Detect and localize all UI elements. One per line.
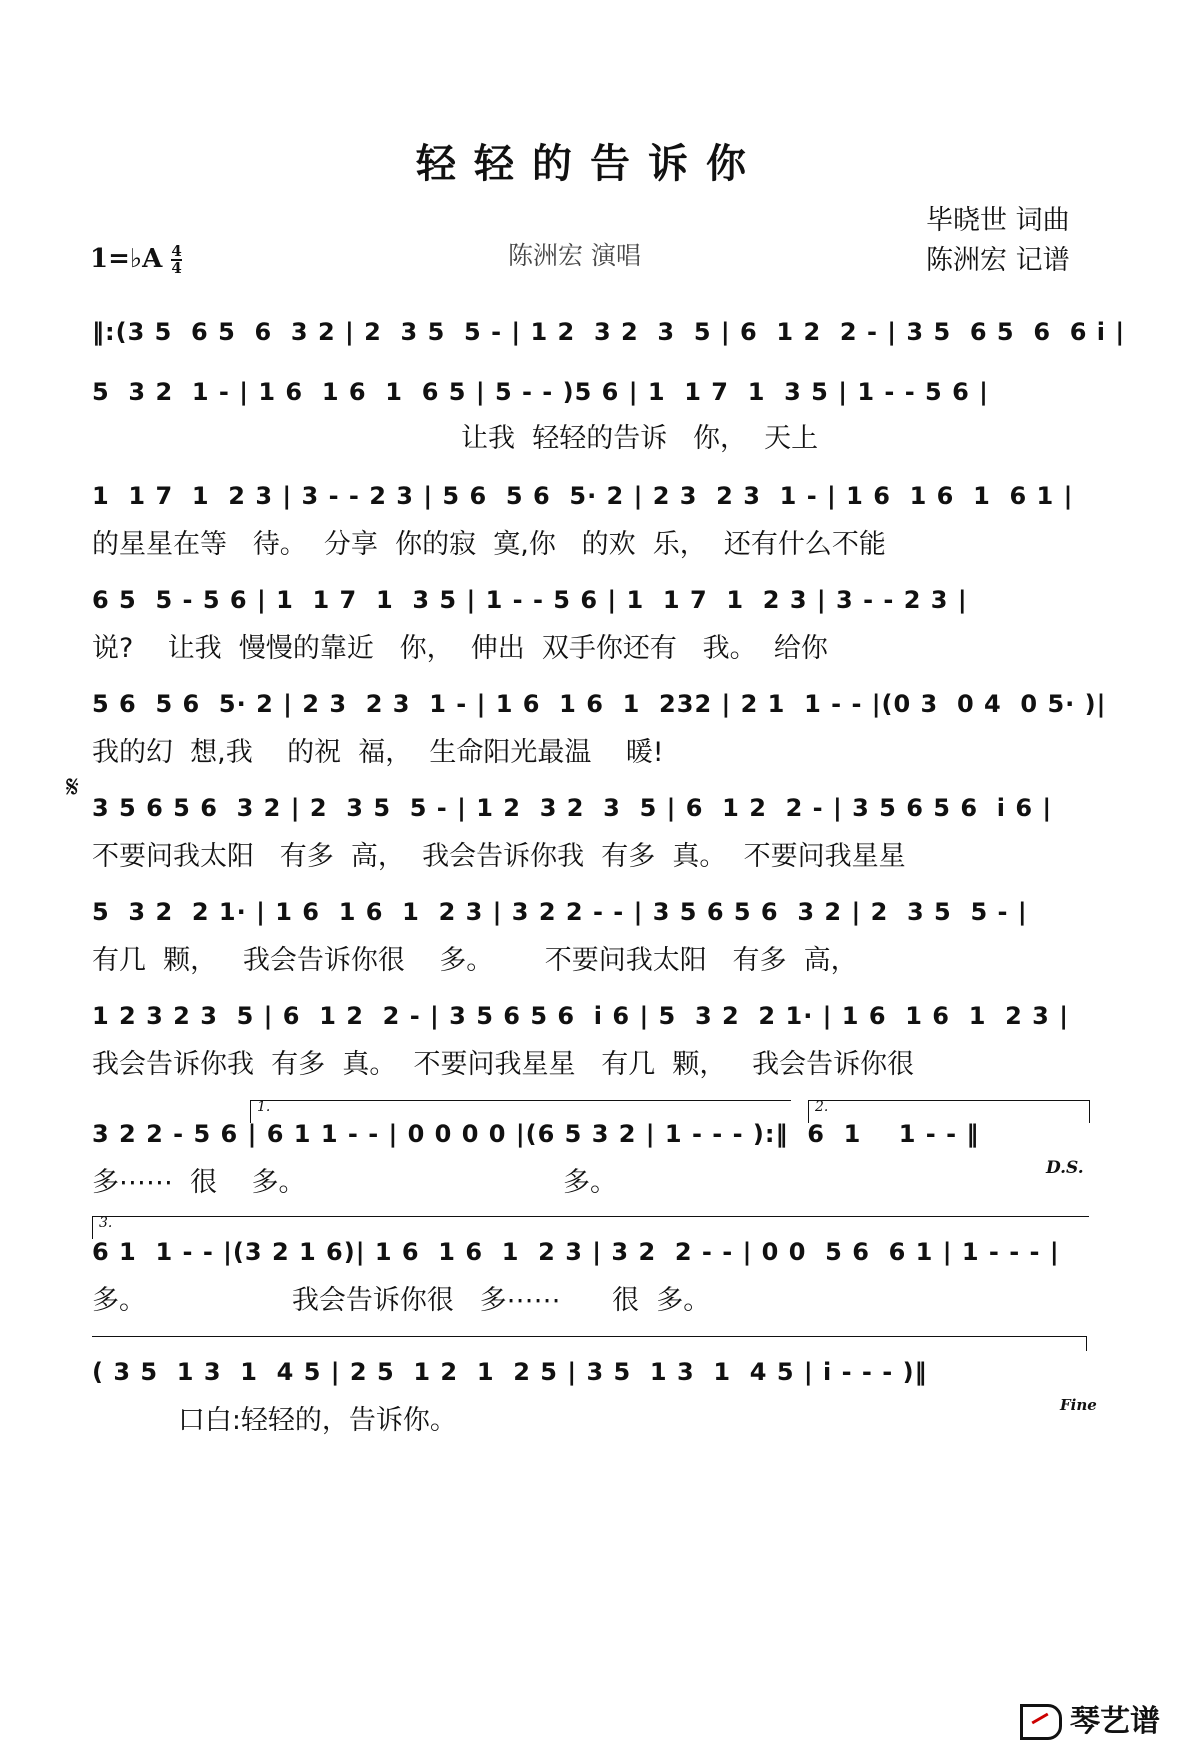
ds-mark: D.S. [1046, 1158, 1084, 1178]
key-signature [90, 244, 182, 276]
lyricist-composer: 毕晓世 词曲 [926, 205, 1070, 236]
lyrics-line: 不要问我太阳 有多 高， 我会告诉你我 有多 真。 不要问我星星 [92, 841, 906, 872]
fine-mark: Fine [1060, 1396, 1097, 1414]
notes-line: 6 5 5 - 5 6 | 1 1 7 1 3 5 | 1 - - 5 6 | 1 1 7 1 2 3 | 3 - - 2 3 | [92, 586, 968, 614]
lyrics-line: 让我 轻轻的告诉 你， 天上 [92, 423, 819, 454]
notes-line: 5 6 5 6 5· 2 | 2 3 2 3 1 - | 1 6 1 6 1 232 | 2 1 1 - - |(0 3 0 4 0 5· )| [92, 690, 1107, 718]
song-title: 轻轻的告诉你 [416, 140, 764, 187]
singer: 陈洲宏 演唱 [508, 241, 641, 270]
lyrics-line: 有几 颗， 我会告诉你很 多。 不要问我太阳 有多 高， [92, 945, 858, 976]
lyrics-line: 我的幻 想,我 的祝 福， 生命阳光最温 暖! [92, 737, 664, 768]
volta-3-label: 3. [99, 1215, 113, 1231]
notes-line: 6 1 1 - - |(3 2 1 6)| 1 6 1 6 1 2 3 | 3 2 2 - - | 0 0 5 6 6 1 | 1 - - - | [92, 1238, 1060, 1266]
lyrics-line: 口白:轻轻的，告诉你。 [92, 1405, 457, 1436]
key-label: 1=♭A [90, 244, 163, 274]
lyrics-line: 多⋯⋯ 很 多。 多。 [92, 1167, 617, 1198]
lyrics-line: 说? 让我 慢慢的靠近 你， 伸出 双手你还有 我。 给你 [92, 633, 828, 664]
logo-text: 琴艺谱 [1070, 1703, 1160, 1739]
time-bottom: 4 [171, 259, 182, 277]
notes-line: 3 2 2 - 5 6 | 6 1 1 - - | 0 0 0 0 |(6 5 3 2 | 1 - - - ):‖ 6 1 1 - - ‖ [92, 1120, 980, 1148]
notes-line: 3 5 6 5 6 3 2 | 2 3 5 5 - | 1 2 3 2 3 5 | 6 1 2 2 - | 3 5 6 5 6 i 6 | [92, 794, 1053, 822]
volta-1-label: 1. [257, 1099, 271, 1115]
lyrics-line: 我会告诉你我 有多 真。 不要问我星星 有几 颗， 我会告诉你很 [92, 1049, 915, 1080]
notes-line: ( 3 5 1 3 1 4 5 | 2 5 1 2 1 2 5 | 3 5 1 3 1 4 5 | i - - - )‖ [92, 1358, 928, 1386]
notes-line: 1 2 3 2 3 5 | 6 1 2 2 - | 3 5 6 5 6 i 6 | 5 3 2 2 1· | 1 6 1 6 1 2 3 | [92, 1002, 1069, 1030]
site-logo [1020, 1696, 1160, 1741]
notes-line: 1 1 7 1 2 3 | 3 - - 2 3 | 5 6 5 6 5· 2 | 2 3 2 3 1 - | 1 6 1 6 1 6 1 | [92, 482, 1074, 510]
volta-2-label: 2. [815, 1099, 829, 1115]
volta-bracket-3 [92, 1216, 1089, 1239]
lyrics-line: 多。 我会告诉你很 多⋯⋯ 很 多。 [92, 1285, 711, 1316]
transcriber: 陈洲宏 记谱 [926, 245, 1070, 276]
time-top: 4 [171, 242, 182, 260]
ending-bracket [92, 1336, 1087, 1351]
piano-logo-icon [1020, 1704, 1062, 1740]
time-signature [171, 244, 181, 276]
notes-line: 5 3 2 2 1· | 1 6 1 6 1 2 3 | 3 2 2 - - | 3 5 6 5 6 3 2 | 2 3 5 5 - | [92, 898, 1028, 926]
notes-line: 5 3 2 1 - | 1 6 1 6 1 6 5 | 5 - - )5 6 | 1 1 7 1 3 5 | 1 - - 5 6 | [92, 378, 989, 406]
segno-sign: 𝄋 [66, 770, 79, 805]
lyrics-line: 的星星在等 待。 分享 你的寂 寞,你 的欢 乐， 还有什么不能 [92, 529, 886, 560]
notes-line: ‖:(3 5 6 5 6 3 2 | 2 3 5 5 - | 1 2 3 2 3 5 | 6 1 2 2 - | 3 5 6 5 6 6 i | [92, 318, 1126, 346]
